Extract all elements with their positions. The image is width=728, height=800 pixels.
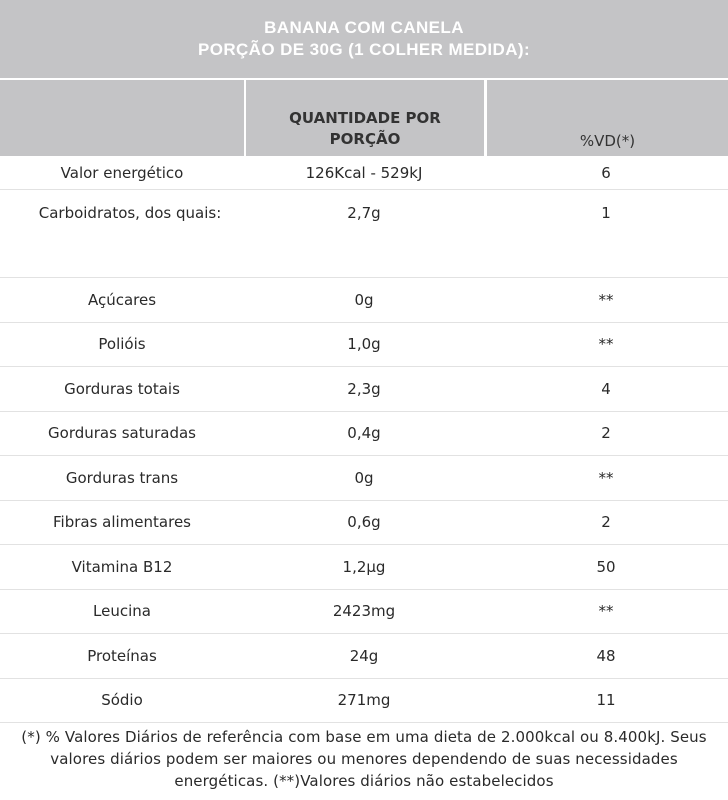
row-vd: ** bbox=[598, 602, 614, 621]
table-row bbox=[0, 278, 728, 323]
row-nutrient: Fibras alimentares bbox=[53, 513, 191, 532]
header-vd bbox=[484, 80, 728, 156]
row-quantity: 271mg bbox=[337, 691, 391, 710]
row-nutrient: Valor energético bbox=[60, 163, 184, 182]
row-vd: ** bbox=[598, 468, 614, 487]
row-vd: 2 bbox=[601, 513, 611, 532]
row-vd: 6 bbox=[601, 163, 611, 182]
table-row bbox=[0, 501, 728, 546]
row-quantity: 2,3g bbox=[347, 379, 381, 398]
table-row bbox=[0, 412, 728, 457]
table-row bbox=[0, 679, 728, 724]
row-quantity: 2423mg bbox=[332, 602, 396, 621]
row-quantity: 0g bbox=[354, 290, 374, 309]
row-vd: 50 bbox=[596, 557, 616, 576]
header-quantity-line1: QUANTIDADE POR bbox=[289, 109, 441, 127]
header-quantity-line2: PORÇÃO bbox=[329, 130, 401, 148]
row-nutrient: Proteínas bbox=[87, 646, 157, 665]
row-quantity: 1,0g bbox=[347, 335, 381, 354]
row-nutrient: Vitamina B12 bbox=[71, 557, 173, 576]
header-vd-label: %VD(*) bbox=[579, 132, 636, 150]
table-row bbox=[0, 545, 728, 590]
row-vd: ** bbox=[598, 290, 614, 309]
row-quantity: 0,4g bbox=[347, 424, 381, 443]
row-quantity: 1,2µg bbox=[342, 557, 386, 576]
row-quantity: 2,7g bbox=[347, 204, 381, 222]
row-quantity: 0,6g bbox=[347, 513, 381, 532]
row-nutrient: Sódio bbox=[101, 691, 143, 710]
table-row bbox=[0, 590, 728, 635]
row-vd: 48 bbox=[596, 646, 616, 665]
label-title bbox=[0, 0, 728, 78]
table-header bbox=[0, 80, 728, 156]
portion-size: PORÇÃO DE 30G (1 COLHER MEDIDA): bbox=[197, 40, 531, 59]
row-vd: 1 bbox=[601, 204, 611, 222]
nutrition-rows bbox=[0, 156, 728, 723]
row-nutrient: Gorduras trans bbox=[65, 468, 179, 487]
row-vd: 2 bbox=[601, 424, 611, 443]
row-nutrient: Leucina bbox=[93, 602, 151, 621]
row-quantity: 24g bbox=[349, 646, 379, 665]
row-nutrient: Gorduras totais bbox=[64, 379, 180, 398]
table-row bbox=[0, 323, 728, 368]
row-quantity: 126Kcal - 529kJ bbox=[305, 163, 423, 182]
row-nutrient: Polióis bbox=[98, 335, 146, 354]
row-vd: ** bbox=[598, 335, 614, 354]
footnote: (*) % Valores Diários de referência com base em uma dieta de 2.000kcal ou 8.400kJ. Seus valores diários podem ser maiores ou menores dependendo de suas necessidades energéticas. (**)Valores diários não estabelecidos bbox=[21, 728, 707, 790]
table-row bbox=[0, 190, 728, 278]
row-nutrient: Gorduras saturadas bbox=[48, 424, 196, 443]
row-quantity: 0g bbox=[354, 468, 374, 487]
header-quantity bbox=[244, 80, 484, 156]
table-row bbox=[0, 456, 728, 501]
table-row bbox=[0, 634, 728, 679]
product-name: BANANA COM CANELA bbox=[264, 18, 464, 37]
table-row bbox=[0, 156, 728, 190]
table-row bbox=[0, 367, 728, 412]
header-nutrient bbox=[0, 80, 244, 156]
row-vd: 11 bbox=[596, 691, 616, 710]
row-vd: 4 bbox=[601, 379, 611, 398]
row-nutrient: Açúcares bbox=[87, 290, 157, 309]
row-nutrient: Carboidratos, dos quais: bbox=[38, 204, 222, 222]
